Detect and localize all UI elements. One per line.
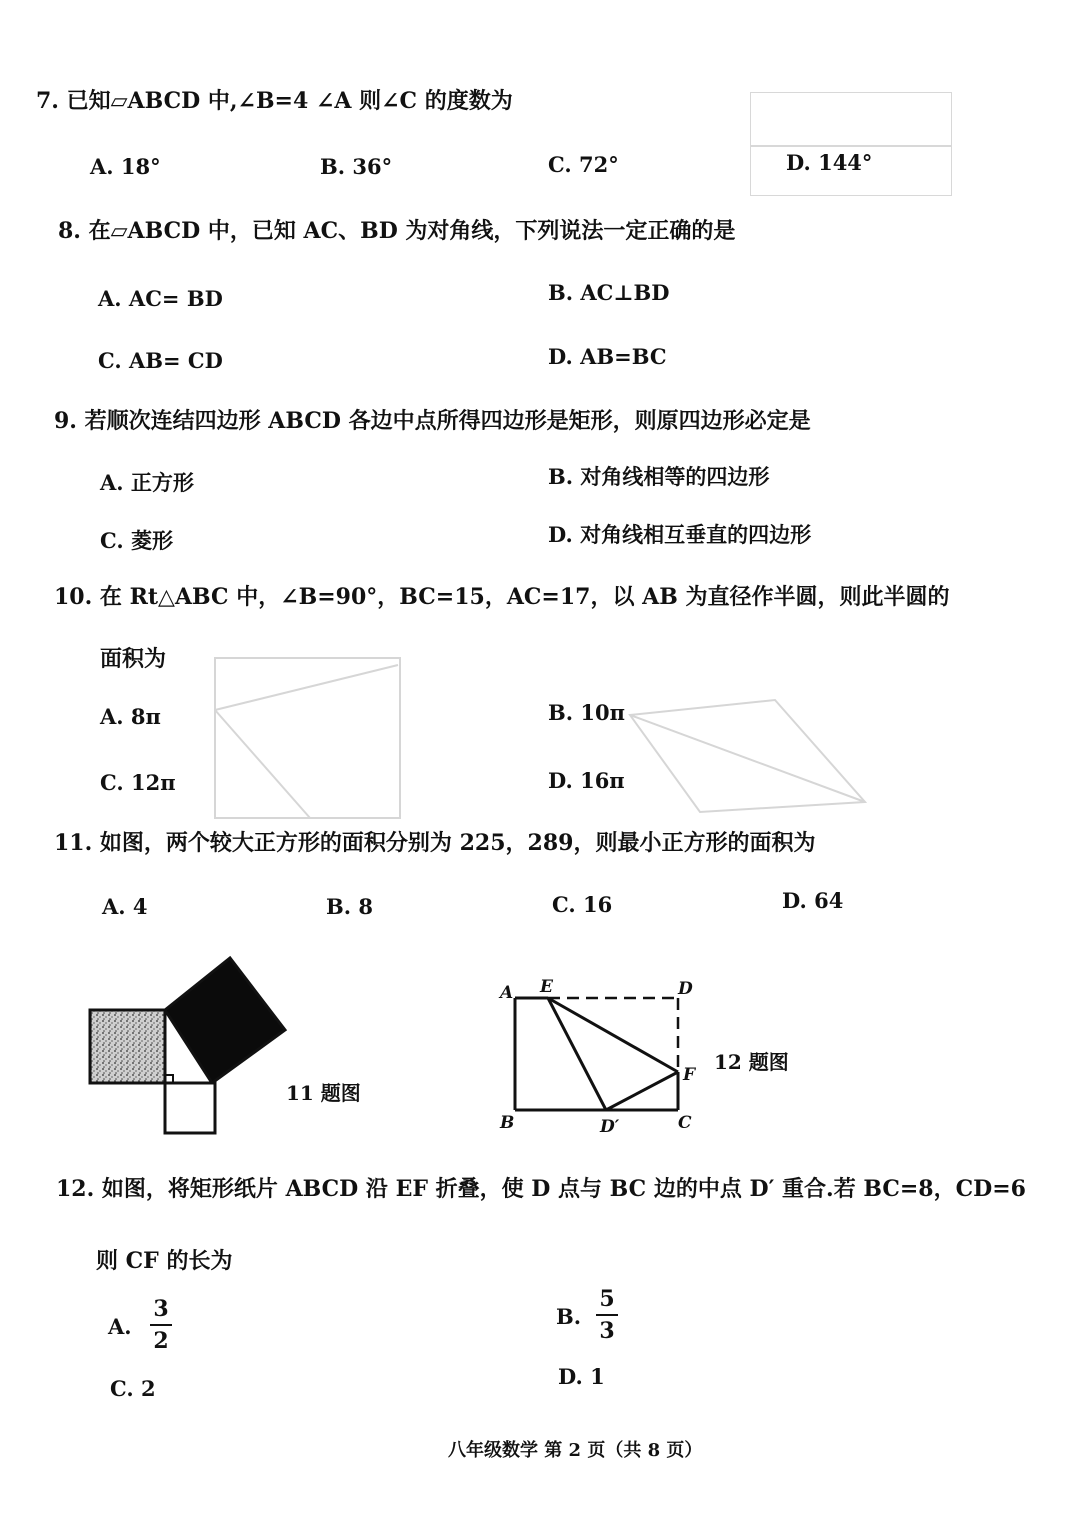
fig12-label-d-prime: D′	[600, 1117, 620, 1137]
q12-option-d: D. 1	[558, 1364, 605, 1389]
fig11-square-225	[90, 1010, 165, 1083]
q8-option-b: B. AC⊥BD	[548, 280, 670, 305]
q8-option-d: D. AB=BC	[548, 344, 667, 369]
q11-option-a: A. 4	[102, 894, 148, 919]
fig11-small-square	[165, 1083, 215, 1133]
q8-option-c: C. AB= CD	[98, 348, 223, 373]
q12-option-b-fraction	[596, 1286, 618, 1344]
fig12-label-a: A	[500, 983, 514, 1003]
q12-option-c: C. 2	[110, 1376, 156, 1401]
q12-option-b-denominator: 3	[599, 1318, 615, 1344]
score-box	[750, 92, 952, 196]
q11-option-d: D. 64	[782, 888, 844, 913]
q12-option-a-denominator: 2	[153, 1328, 169, 1354]
fraction-bar	[596, 1314, 618, 1316]
q8-option-a: A. AC= BD	[98, 286, 223, 311]
question-10-stem: 10. 在 Rt△ABC 中，∠B=90°，BC=15，AC=17，以 AB 为直径作半圆，则此半圆的	[54, 584, 950, 610]
fig12-caption: 12 题图	[714, 1050, 789, 1074]
q9-option-b: B. 对角线相等的四边形	[548, 464, 770, 489]
q12-option-a-fraction	[150, 1296, 172, 1354]
q7-option-c: C. 72°	[548, 152, 619, 177]
fig11-caption: 11 题图	[286, 1081, 361, 1105]
question-8-stem: 8. 在▱ABCD 中，已知 AC、BD 为对角线，下列说法一定正确的是	[58, 218, 736, 244]
q11-option-b: B. 8	[326, 894, 373, 919]
q7-option-a: A. 18°	[90, 154, 161, 179]
q10-option-b: B. 10π	[548, 700, 625, 725]
fig12-label-b: B	[500, 1113, 515, 1133]
q10-option-a: A. 8π	[100, 704, 161, 729]
fig12-label-f: F	[683, 1065, 696, 1085]
q7-option-d: D. 144°	[786, 150, 873, 175]
q12-option-b-prefix: B.	[556, 1304, 582, 1329]
question-12-stem-cont: 则 CF 的长为	[96, 1248, 233, 1274]
q10-option-d: D. 16π	[548, 768, 625, 793]
fig12-label-c: C	[678, 1113, 692, 1133]
q10-option-c: C. 12π	[100, 770, 176, 795]
question-7-stem: 7. 已知▱ABCD 中,∠B=4 ∠A 则∠C 的度数为	[36, 88, 513, 114]
q11-option-c: C. 16	[552, 892, 613, 917]
q9-option-d: D. 对角线相互垂直的四边形	[548, 522, 812, 547]
q9-option-c: C. 菱形	[100, 528, 173, 553]
q7-option-b: B. 36°	[320, 154, 393, 179]
fig12-label-d: D	[678, 979, 693, 999]
fraction-bar	[150, 1324, 172, 1326]
page-footer: 八年级数学 第 2 页（共 8 页）	[448, 1440, 703, 1461]
q12-option-b-numerator: 5	[599, 1286, 615, 1312]
q12-option-a-numerator: 3	[153, 1296, 169, 1322]
question-11-stem: 11. 如图，两个较大正方形的面积分别为 225，289，则最小正方形的面积为	[54, 830, 816, 856]
fig11-square-289	[165, 958, 285, 1083]
q12-option-a-prefix: A.	[108, 1314, 132, 1339]
score-box-divider	[750, 145, 952, 147]
question-9-stem: 9. 若顺次连结四边形 ABCD 各边中点所得四边形是矩形，则原四边形必定是	[54, 408, 811, 434]
question-12-stem: 12. 如图，将矩形纸片 ABCD 沿 EF 折叠，使 D 点与 BC 边的中点 D′ 重合.若 BC=8，CD=6	[56, 1176, 1026, 1202]
fig12-label-e: E	[540, 977, 553, 997]
question-10-stem-cont: 面积为	[100, 646, 167, 672]
q9-option-a: A. 正方形	[100, 470, 194, 495]
